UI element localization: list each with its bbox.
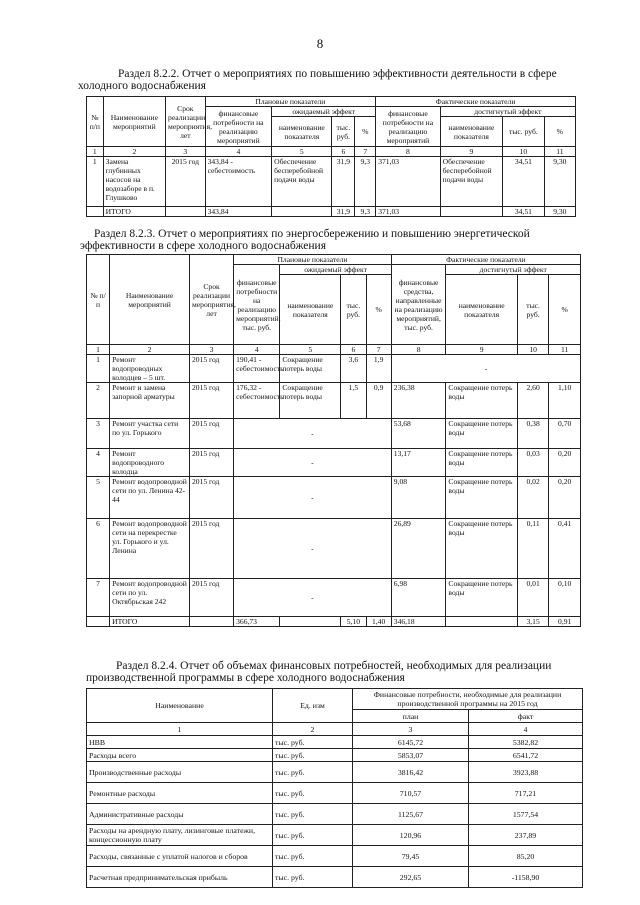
row-num: 6 xyxy=(87,519,110,579)
col-number: 11 xyxy=(549,345,581,355)
table-row xyxy=(87,419,581,449)
col-number: 9 xyxy=(440,147,502,157)
col-number: 3 xyxy=(166,147,206,157)
table-row xyxy=(87,846,583,867)
row-fin: 343,84 - себестоимость xyxy=(205,157,272,207)
row-fact-percent: 0,10 xyxy=(549,579,581,617)
header-percent: % xyxy=(366,275,391,345)
row-term: 2015 год xyxy=(189,519,233,579)
header-fact: Фактические показатели xyxy=(391,255,580,265)
row-indicator: Обеспечение бесперебойной подачи воды xyxy=(272,157,332,207)
row-name: Замена глубинных насосов на водозаборе в п. Глушково xyxy=(103,157,165,207)
header-term: Срок реализации мероприятия, лет xyxy=(166,97,206,147)
col-number: 2 xyxy=(103,147,165,157)
row-num: 3 xyxy=(87,419,110,449)
row-name: Расходы всего xyxy=(87,749,273,762)
row-fact-indicator: Сокращение потерь воды xyxy=(446,519,517,579)
row-num: 4 xyxy=(87,449,110,477)
row-name: Ремонт водопроводной сети по ул. Ленина 42-44 xyxy=(110,477,190,519)
row-fact-thousand-rub: 2,60 xyxy=(517,383,549,419)
row-num: 1 xyxy=(87,157,104,207)
row-fin: 176,32 - себестоимость xyxy=(234,383,280,419)
header-fact: факт xyxy=(469,710,583,723)
row-name: НВВ xyxy=(87,736,273,749)
header-fin: Финансовые потребности, необходимые для реализации производственной программы на 2015 год xyxy=(353,689,583,710)
col-number: 5 xyxy=(272,147,332,157)
header-name: Наименование мероприятий xyxy=(110,255,190,345)
row-plan: 79,45 xyxy=(353,846,469,867)
row-name: Ремонт водопроводного колодца xyxy=(110,449,190,477)
row-name: Ремонтные расходы xyxy=(87,783,273,804)
row-name: Расходы, связанные с уплатой налогов и сборов xyxy=(87,846,273,867)
total-fact-thousand-rub: 3,15 xyxy=(517,617,549,627)
row-plan: 710,57 xyxy=(353,783,469,804)
header-achieved: достигнутый эффект xyxy=(446,265,581,275)
row-num: 7 xyxy=(87,579,110,617)
total-label: ИТОГО xyxy=(103,207,165,217)
col-number: 6 xyxy=(341,345,366,355)
row-term: 2015 год xyxy=(189,419,233,449)
table-row xyxy=(87,736,583,749)
header-achieved: достигнутый эффект xyxy=(440,107,575,117)
row-fact: 6541,72 xyxy=(469,749,583,762)
col-number: 1 xyxy=(87,723,273,736)
column-number-row xyxy=(87,345,581,355)
table-row xyxy=(87,749,583,762)
header-num: № п/п xyxy=(87,97,104,147)
col-number: 11 xyxy=(544,147,575,157)
header-fin: финансовые потребности на реализацию мероприятий, тыс. руб. xyxy=(234,265,280,345)
header-expected: ожидаемый эффект xyxy=(272,107,376,117)
total-percent: 1,40 xyxy=(366,617,391,627)
total-percent: 9,3 xyxy=(355,207,376,217)
col-number: 2 xyxy=(273,723,353,736)
row-fact-fin: 26,89 xyxy=(391,519,446,579)
table-row xyxy=(87,519,581,579)
header-fact-indicator: наименование показателя xyxy=(440,117,502,147)
row-fact-fin: 9,08 xyxy=(391,477,446,519)
total-thousand-rub: 5,10 xyxy=(341,617,366,627)
row-fact-indicator: Сокращение потерь воды xyxy=(446,383,517,419)
row-fact-percent: 0,20 xyxy=(549,449,581,477)
total-label: ИТОГО xyxy=(110,617,190,627)
efficiency-report-table xyxy=(86,96,576,217)
row-fact-indicator: Обеспечение бесперебойной подачи воды xyxy=(440,157,502,207)
row-fact-fin: 13,17 xyxy=(391,449,446,477)
total-thousand-rub: 31,9 xyxy=(332,207,355,217)
row-fact-thousand-rub: 0,38 xyxy=(517,419,549,449)
col-number: 3 xyxy=(189,345,233,355)
row-fact-indicator: Сокращение потерь воды xyxy=(446,579,517,617)
row-fact-percent: 9,30 xyxy=(544,157,575,207)
total-row xyxy=(87,617,581,627)
page-number: 8 xyxy=(316,36,324,51)
total-fact-percent: 0,91 xyxy=(549,617,581,627)
row-unit: тыс. руб. xyxy=(273,762,353,783)
col-number: 4 xyxy=(205,147,272,157)
table-row xyxy=(87,867,583,888)
col-number: 1 xyxy=(87,345,110,355)
row-fact-thousand-rub: 0,02 xyxy=(517,477,549,519)
header-num: № п/п xyxy=(87,255,110,345)
col-number: 3 xyxy=(353,723,469,736)
header-indicator: наименование показателя xyxy=(272,117,332,147)
column-number-row xyxy=(87,147,576,157)
row-plan-empty: - xyxy=(234,477,392,519)
col-number: 4 xyxy=(234,345,280,355)
row-percent: 9,3 xyxy=(355,157,376,207)
row-fact: 717,21 xyxy=(469,783,583,804)
row-fact: 237,89 xyxy=(469,825,583,846)
row-plan-empty: - xyxy=(234,519,392,579)
table-row xyxy=(87,579,581,617)
row-fact-percent: 1,10 xyxy=(549,383,581,419)
row-fact-thousand-rub: 0,01 xyxy=(517,579,549,617)
row-fact-indicator: Сокращение потерь воды xyxy=(446,419,517,449)
row-fact-percent: 0,41 xyxy=(549,519,581,579)
row-thousand-rub: 3,6 xyxy=(341,355,366,383)
header-name: Наименование xyxy=(87,689,273,723)
row-name: Ремонт водопроводных колодцев – 5 шт. xyxy=(110,355,190,383)
section-title-8-2-4: Раздел 8.2.4. Отчет об объемах финансовых потребностей, необходимых для реализации производственной программы в сфере холодного водоснабжения xyxy=(86,660,552,684)
total-fact-fin: 346,18 xyxy=(391,617,446,627)
header-fact-fin: финансовые средства, направленные на реализацию мероприятий, тыс. руб. xyxy=(391,265,446,345)
header-fact-fin: финансовые потребности на реализацию мероприятий xyxy=(376,107,440,147)
row-num: 5 xyxy=(87,477,110,519)
section-title-8-2-2: Раздел 8.2.2. Отчет о мероприятиях по повышению эффективности деятельности в сфере холодного водоснабжения xyxy=(78,68,557,92)
header-fact: Фактические показатели xyxy=(376,97,576,107)
row-plan: 292,65 xyxy=(353,867,469,888)
table-row xyxy=(87,477,581,519)
row-fact: 3923,88 xyxy=(469,762,583,783)
header-plan: план xyxy=(353,710,469,723)
total-fact-thousand-rub: 34,51 xyxy=(503,207,545,217)
row-term: 2015 год xyxy=(189,355,233,383)
table-row xyxy=(87,825,583,846)
table-row xyxy=(87,804,583,825)
row-fact-thousand-rub: 0,11 xyxy=(517,519,549,579)
header-plan: Плановые показатели xyxy=(234,255,392,265)
row-fact-fin: 53,68 xyxy=(391,419,446,449)
row-plan: 1125,67 xyxy=(353,804,469,825)
col-number: 6 xyxy=(332,147,355,157)
row-unit: тыс. руб. xyxy=(273,736,353,749)
col-number: 7 xyxy=(366,345,391,355)
row-unit: тыс. руб. xyxy=(273,749,353,762)
row-term: 2015 год xyxy=(189,383,233,419)
header-expected: ожидаемый эффект xyxy=(280,265,391,275)
total-fact-fin: 371,03 xyxy=(376,207,440,217)
row-fin: 190,41 - себестоимость xyxy=(234,355,280,383)
row-plan-empty: - xyxy=(234,419,392,449)
row-plan-empty: - xyxy=(234,579,392,617)
header-term: Срок реализации мероприятия, лет xyxy=(189,255,233,345)
header-name: Наименование мероприятий xyxy=(103,97,165,147)
row-name: Ремонт участка сети по ул. Горького xyxy=(110,419,190,449)
row-indicator: Сокращение потерь воды xyxy=(280,355,341,383)
total-fact-percent: 9,30 xyxy=(544,207,575,217)
row-fact: -1158,90 xyxy=(469,867,583,888)
row-unit: тыс. руб. xyxy=(273,804,353,825)
col-number: 1 xyxy=(87,147,104,157)
col-number: 5 xyxy=(280,345,341,355)
header-unit: Ед. изм xyxy=(273,689,353,723)
header-thousand-rub: тыс. руб. xyxy=(332,117,355,147)
total-fin: 366,73 xyxy=(234,617,280,627)
row-term: 2015 год xyxy=(189,449,233,477)
col-number: 9 xyxy=(446,345,517,355)
table-row xyxy=(87,762,583,783)
table-row xyxy=(87,383,581,419)
row-fact-indicator: Сокращение потерь воды xyxy=(446,449,517,477)
col-number: 10 xyxy=(517,345,549,355)
row-name: Расходы на арендную плату, лизинговые платежи, концессионную плату xyxy=(87,825,273,846)
section-title-8-2-3: Раздел 8.2.3. Отчет о мероприятиях по энергосбережению и повышению энергетической эффективности в сфере холодного водоснабжения xyxy=(80,228,530,252)
row-name: Расчетная предпринимательская прибыль xyxy=(87,867,273,888)
table-row xyxy=(87,783,583,804)
header-indicator: наименование показателя xyxy=(280,275,341,345)
row-fact-thousand-rub: 0,03 xyxy=(517,449,549,477)
col-number: 8 xyxy=(376,147,440,157)
row-fact: 1577,54 xyxy=(469,804,583,825)
col-number: 4 xyxy=(469,723,583,736)
row-name: Производственные расходы xyxy=(87,762,273,783)
row-unit: тыс. руб. xyxy=(273,783,353,804)
row-fact-thousand-rub: 34,51 xyxy=(503,157,545,207)
row-percent: 1,9 xyxy=(366,355,391,383)
header-thousand-rub: тыс. руб. xyxy=(341,275,366,345)
row-fact-indicator: Сокращение потерь воды xyxy=(446,477,517,519)
row-plan: 120,96 xyxy=(353,825,469,846)
col-number: 8 xyxy=(391,345,446,355)
header-plan: Плановые показатели xyxy=(205,97,376,107)
col-number: 7 xyxy=(355,147,376,157)
table-row xyxy=(87,355,581,383)
row-fact-percent: 0,70 xyxy=(549,419,581,449)
row-name: Ремонт и замена запорной арматуры xyxy=(110,383,190,419)
row-num: 2 xyxy=(87,383,110,419)
financial-needs-table xyxy=(86,688,583,888)
header-fact-indicator: наименование показателя xyxy=(446,275,517,345)
row-fact-fin: 6,98 xyxy=(391,579,446,617)
total-fin: 343,84 xyxy=(205,207,272,217)
row-fact-percent: 0,20 xyxy=(549,477,581,519)
row-unit: тыс. руб. xyxy=(273,867,353,888)
col-number: 10 xyxy=(503,147,545,157)
header-fact-thousand-rub: тыс. руб. xyxy=(503,117,545,147)
row-indicator: Сокращение потерь воды xyxy=(280,383,341,419)
header-fact-thousand-rub: тыс. руб. xyxy=(517,275,549,345)
row-term: 2015 год xyxy=(166,157,206,207)
row-plan: 3816,42 xyxy=(353,762,469,783)
row-fact-empty: - xyxy=(391,355,580,383)
row-percent: 0,9 xyxy=(366,383,391,419)
header-fact-percent: % xyxy=(544,117,575,147)
total-row xyxy=(87,207,576,217)
column-number-row xyxy=(87,723,583,736)
energy-saving-report-table xyxy=(86,254,581,627)
row-fact-fin: 371,03 xyxy=(376,157,440,207)
row-plan: 5853,07 xyxy=(353,749,469,762)
row-fact: 5382,82 xyxy=(469,736,583,749)
row-name: Ремонт водопроводной сети по ул. Октябрьская 242 xyxy=(110,579,190,617)
row-plan: 6145,72 xyxy=(353,736,469,749)
row-unit: тыс. руб. xyxy=(273,846,353,867)
row-fact-fin: 236,38 xyxy=(391,383,446,419)
header-fact-percent: % xyxy=(549,275,581,345)
row-fact: 85,20 xyxy=(469,846,583,867)
col-number: 2 xyxy=(110,345,190,355)
table-row xyxy=(87,449,581,477)
row-plan-empty: - xyxy=(234,449,392,477)
header-fin: финансовые потребности на реализацию мероприятий xyxy=(205,107,272,147)
row-name: Административные расходы xyxy=(87,804,273,825)
row-term: 2015 год xyxy=(189,579,233,617)
row-thousand-rub: 31,9 xyxy=(332,157,355,207)
table-row xyxy=(87,157,576,207)
row-unit: тыс. руб. xyxy=(273,825,353,846)
row-name: Ремонт водопроводной сети на перекрестке ул. Горького и ул. Ленина xyxy=(110,519,190,579)
row-num: 1 xyxy=(87,355,110,383)
header-percent: % xyxy=(355,117,376,147)
row-term: 2015 год xyxy=(189,477,233,519)
row-thousand-rub: 1,5 xyxy=(341,383,366,419)
